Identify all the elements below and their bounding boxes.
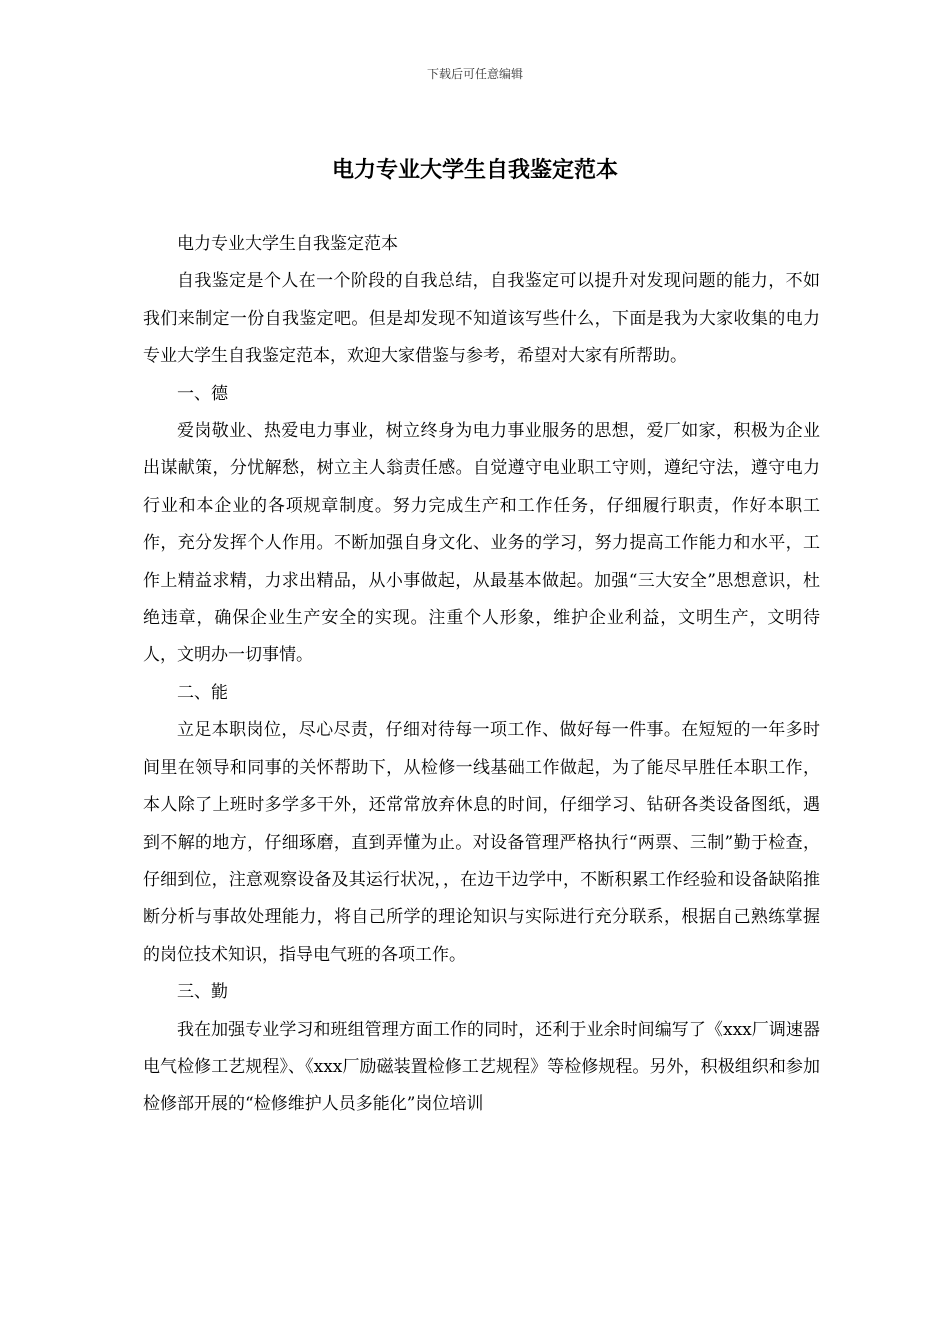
subtitle-paragraph: 电力专业大学生自我鉴定范本 (177, 234, 398, 254)
section-heading-qin: 三、勤 (177, 982, 228, 1003)
intro-paragraph: 自我鉴定是个人在一个阶段的自我总结，自我鉴定可以提升对发现问题的能力，不如我们来制定一份自我鉴定吧。但是却发现不知道该写些什么，下面是我为大家收集的电力专业大学生自我鉴定范本，欢迎大家借鉴与参考，希望对大家有所帮助。 (143, 271, 820, 367)
section-paragraph-qin: 我在加强专业学习和班组管理方面工作的同时，还利于业余时间编写了《xxx厂调速器电气检修工艺规程》、《xxx厂励磁装置检修工艺规程》等检修规程。另外，积极组织和参加检修部开展的“检修维护人员多能化”岗位培训 (143, 1019, 820, 1115)
section-heading-de: 一、德 (177, 383, 228, 404)
section-paragraph-de: 爱岗敬业、热爱电力事业，树立终身为电力事业服务的思想，爱厂如家，积极为企业出谋献策，分忧解愁，树立主人翁责任感。自觉遵守电业职工守则，遵纪守法，遵守电力行业和本企业的各项规章制度。努力完成生产和工作任务，仔细履行职责，作好本职工作，充分发挥个人作用。不断加强自身文化、业务的学习，努力提高工作能力和水平，工作上精益求精，力求出精品，从小事做起，从最基本做起。加强“三大安全”思想意识，杜绝违章，确保企业生产安全的实现。注重个人形象，维护企业利益，文明生产，文明待人，文明办一切事情。 (143, 421, 820, 666)
section-heading-neng: 二、能 (177, 682, 228, 703)
document-title: 电力专业大学生自我鉴定范本 (331, 157, 618, 183)
header-note: 下载后可任意编辑 (426, 67, 523, 81)
section-paragraph-neng: 立足本职岗位，尽心尽责，仔细对待每一项工作、做好每一件事。在短短的一年多时间里在领导和同事的关怀帮助下，从检修一线基础工作做起，为了能尽早胜任本职工作，本人除了上班时多学多干外，还常常放弃休息的时间，仔细学习、钻研各类设备图纸，遇到不解的地方，仔细琢磨，直到弄懂为止。对设备管理严格执行“两票、三制”勤于检查，仔细到位，注意观察设备及其运行状况，，在边干边学中，不断积累工作经验和设备缺陷推断分析与事故处理能力，将自己所学的理论知识与实际进行充分联系，根据自己熟练掌握的岗位技术知识，指导电气班的各项工作。 (143, 720, 820, 965)
document-body (143, 226, 820, 1124)
